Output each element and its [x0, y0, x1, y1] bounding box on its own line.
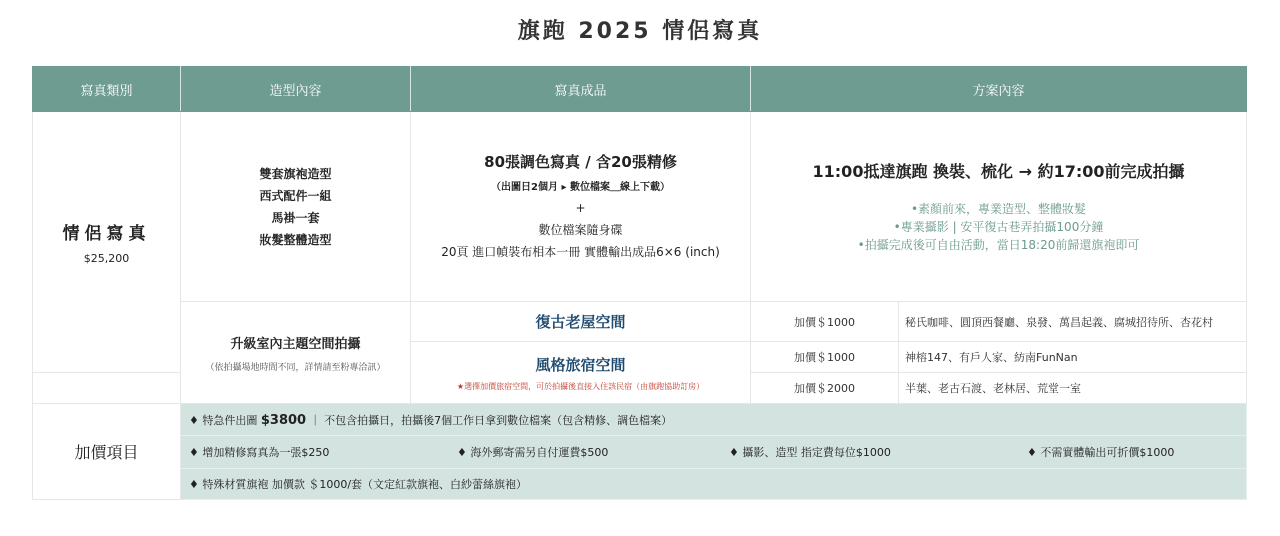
page-title: 旗跑 2025 情侶寫真	[517, 19, 763, 44]
styling-item: 雙套旗袍造型	[259, 166, 332, 181]
results-main: 80張調色寫真 / 含20張精修	[484, 152, 677, 171]
addon-rush	[181, 404, 1247, 436]
header-row	[33, 67, 1247, 112]
package-cell	[33, 112, 181, 373]
results-sub: （出圖日2個月 ▸ 數位檔案＿線上下載）	[491, 181, 670, 193]
addon-row-2	[33, 436, 1247, 469]
plan-cell	[751, 112, 1247, 302]
venue-price: 加價＄2000	[751, 373, 899, 404]
plan-note: •專業攝影 | 安平復古巷弄拍攝100分鐘	[893, 220, 1104, 234]
venue-list: 半葉、老古石渡、老林居、荒堂一室	[899, 373, 1247, 404]
styling-item: 馬褂一套	[271, 210, 320, 225]
styling-item: 妝髮整體造型	[259, 232, 332, 247]
header-styling: 造型內容	[181, 67, 411, 112]
addon-option: ♦ 海外郵寄需另自付運費$500	[457, 446, 609, 459]
upgrade-note: （依拍攝場地時間不同，詳情請至粉專洽訊）	[205, 362, 386, 373]
addon-rush-prefix: ♦ 特急件出圖	[189, 413, 261, 427]
upgrade-cell	[181, 302, 411, 404]
header-plan: 方案內容	[751, 67, 1247, 112]
addon-options	[181, 436, 1247, 469]
space-hotel-note: ★選擇加價旅宿空間，可於拍攝後直接入住該民宿（由旗跑協助訂房）	[456, 381, 705, 391]
addon-option: ♦ 增加精修寫真為一張$250	[189, 446, 330, 459]
addon-rush-price: $3800	[260, 412, 307, 428]
results-album: 20頁 進口幀裝布相本一冊 實體輸出成品6×6 (inch)	[441, 244, 720, 259]
addon-rush-suffix: ｜ 不包含拍攝日，拍攝後7個工作日拿到數位檔案（包含精修、調色檔案）	[306, 413, 673, 427]
header-category: 寫真類別	[33, 67, 181, 112]
price-table	[32, 66, 1247, 500]
package-row	[33, 112, 1247, 302]
plan-note: •拍攝完成後可自由活動，當日18:20前歸還旗袍即可	[857, 238, 1140, 252]
space-hotel-title: 風格旅宿空間	[535, 355, 626, 374]
empty-cell	[33, 373, 181, 404]
venue-price: 加價＄1000	[751, 342, 899, 373]
results-cell	[411, 112, 751, 302]
results-usb: 數位檔案隨身碟	[538, 222, 623, 237]
venue-list: 神榕147、有戶人家、紡南FunNan	[899, 342, 1247, 373]
addon-label: 加價項目	[33, 404, 181, 500]
addon-option: ♦ 不需實體輸出可折價$1000	[1027, 446, 1175, 459]
addon-row-1	[33, 404, 1247, 436]
venue-price: 加價＄1000	[751, 302, 899, 342]
venue-list: 秘氏咖啡、圓頂西餐廳、泉發、萬昌起義、腐城招待所、杏花村	[899, 302, 1247, 342]
styling-cell	[181, 112, 411, 302]
plan-main: 11:00抵達旗跑 換裝、梳化 → 約17:00前完成拍攝	[812, 162, 1185, 181]
upgrade-row-1	[33, 302, 1247, 342]
results-plus: +	[575, 200, 586, 215]
space-vintage-title: 復古老屋空間	[535, 313, 626, 331]
plan-note: •素顏前來，專業造型、整體妝髮	[910, 202, 1087, 216]
addon-option: ♦ 攝影、造型 指定費每位$1000	[729, 446, 891, 459]
addon-row-3	[33, 469, 1247, 500]
styling-item: 西式配件一組	[259, 188, 332, 203]
package-price: $25,200	[83, 252, 130, 265]
upgrade-title: 升級室內主題空間拍攝	[230, 336, 361, 352]
header-results: 寫真成品	[411, 67, 751, 112]
space-vintage	[411, 302, 751, 342]
package-name: 情侶寫真	[62, 224, 151, 244]
addon-special-material: ♦ 特殊材質旗袍 加價款 ＄1000/套（文定紅款旗袍、白紗蕾絲旗袍）	[181, 469, 1247, 500]
space-hotel	[411, 342, 751, 404]
